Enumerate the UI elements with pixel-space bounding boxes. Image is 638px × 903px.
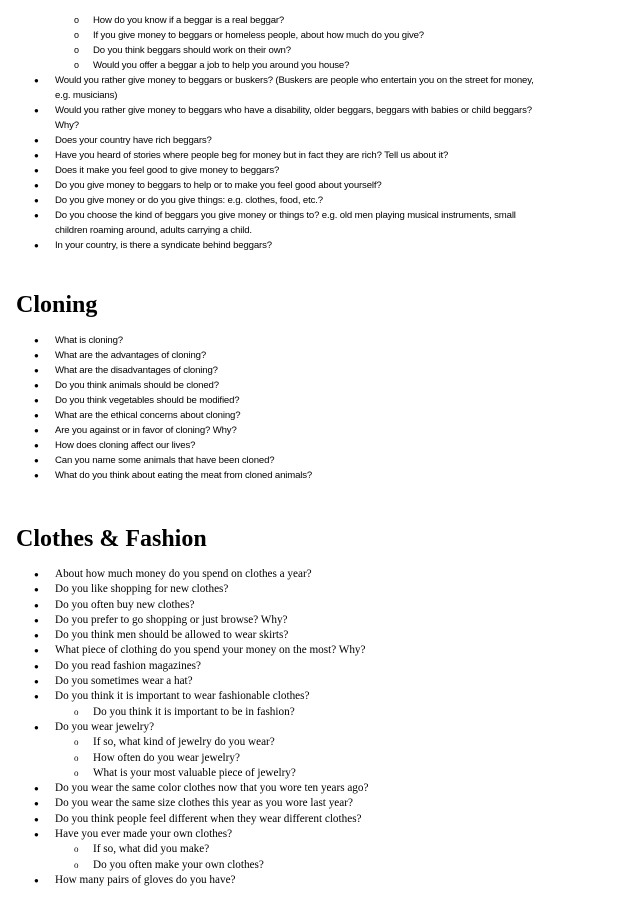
- hollow-bullet-icon: o: [74, 859, 79, 870]
- list-item: [0, 378, 638, 393]
- list-item-text: Do you give money to beggars to help or to make you feel good about yourself?: [55, 180, 382, 191]
- list-item: [0, 598, 638, 613]
- bullet-icon: ●: [34, 166, 39, 175]
- sub-list-item: [0, 28, 638, 43]
- cloning-section: [0, 333, 638, 483]
- bullet-icon: ●: [34, 661, 39, 671]
- list-item-text: How does cloning affect our lives?: [55, 440, 196, 451]
- list-item-text: Do you read fashion magazines?: [55, 659, 202, 672]
- list-item: [0, 582, 638, 597]
- list-item: [0, 812, 638, 827]
- list-item: [0, 827, 638, 842]
- bullet-icon: ●: [34, 814, 39, 824]
- list-item: [0, 628, 638, 643]
- list-item: [0, 363, 638, 378]
- list-item: [0, 468, 638, 483]
- list-item-text: Are you against or in favor of cloning? Why?: [55, 425, 237, 436]
- list-item-text: Would you offer a beggar a job to help you around you house?: [93, 60, 350, 71]
- list-item-text: Have you ever made your own clothes?: [55, 828, 233, 841]
- hollow-bullet-icon: o: [74, 737, 79, 748]
- bullet-icon: ●: [34, 106, 39, 115]
- bullet-icon: ●: [34, 211, 39, 220]
- bullet-icon: ●: [34, 456, 39, 465]
- hollow-bullet-icon: o: [74, 15, 79, 25]
- list-item-text: If so, what did you make?: [93, 843, 210, 856]
- list-item-text: How often do you wear jewelry?: [93, 751, 240, 764]
- beggars-list: [0, 13, 638, 253]
- hollow-bullet-icon: o: [74, 844, 79, 855]
- list-item-text: What are the disadvantages of cloning?: [55, 365, 218, 376]
- bullet-icon: ●: [34, 799, 39, 809]
- list-item-text: Would you rather give money to beggars who have a disability, older beggars, beggars with babies or child beggars?: [55, 105, 532, 116]
- list-item: [0, 178, 638, 193]
- list-item-text: About how much money do you spend on clothes a year?: [55, 568, 312, 580]
- list-item: [0, 423, 638, 438]
- clothes-fashion-section: [0, 567, 638, 888]
- bullet-icon: ●: [34, 351, 39, 360]
- list-item: [0, 453, 638, 468]
- list-item: [0, 73, 638, 103]
- list-item-text: Do you sometimes wear a hat?: [55, 675, 193, 688]
- list-item-text: What are the ethical concerns about cloning?: [55, 410, 241, 421]
- list-item-text: Can you name some animals that have been cloned?: [55, 455, 275, 466]
- bullet-icon: ●: [34, 830, 39, 840]
- list-item-text: Do you think animals should be cloned?: [55, 380, 219, 391]
- list-item-text: Does your country have rich beggars?: [55, 135, 212, 146]
- list-item-text-continued: children roaming around, adults carrying a child.: [55, 225, 252, 236]
- bullet-icon: ●: [34, 151, 39, 160]
- list-item: [0, 393, 638, 408]
- list-item-text: Does it make you feel good to give money to beggars?: [55, 165, 280, 176]
- bullet-icon: ●: [34, 366, 39, 375]
- bullet-icon: ●: [34, 396, 39, 405]
- list-item-text: How many pairs of gloves do you have?: [55, 873, 236, 886]
- list-item: [0, 674, 638, 689]
- list-item-text: Do you think it is important to be in fashion?: [93, 705, 295, 718]
- list-item: [0, 163, 638, 178]
- list-item-text: What piece of clothing do you spend your money on the most? Why?: [55, 644, 366, 657]
- list-item: [0, 408, 638, 423]
- list-item: [0, 643, 638, 658]
- list-item-text: Would you rather give money to beggars or buskers? (Buskers are people who entertain you on the street for money,: [55, 75, 534, 86]
- bullet-icon: ●: [34, 196, 39, 205]
- bullet-icon: ●: [34, 570, 39, 579]
- sub-list-item: [0, 751, 638, 766]
- bullet-icon: ●: [34, 441, 39, 450]
- sub-list-item: [0, 858, 638, 873]
- bullet-icon: ●: [34, 76, 39, 85]
- bullet-icon: ●: [34, 585, 39, 595]
- bullet-icon: ●: [34, 600, 39, 610]
- list-item: [0, 720, 638, 735]
- list-item: [0, 333, 638, 348]
- bullet-icon: ●: [34, 692, 39, 702]
- bullet-icon: ●: [34, 381, 39, 390]
- list-item: [0, 103, 638, 133]
- list-item-text: Do you wear the same size clothes this year as you wore last year?: [55, 797, 353, 810]
- sub-list-item: [0, 705, 638, 720]
- list-item: [0, 208, 638, 238]
- bullet-icon: ●: [34, 136, 39, 145]
- list-item-text: If you give money to beggars or homeless people, about how much do you give?: [93, 30, 424, 41]
- list-item-text: In your country, is there a syndicate behind beggars?: [55, 240, 272, 251]
- cloning-heading: Cloning: [16, 292, 98, 318]
- list-item-text-continued: e.g. musicians): [55, 90, 118, 101]
- hollow-bullet-icon: o: [74, 30, 79, 40]
- hollow-bullet-icon: o: [74, 767, 79, 778]
- list-item-text: Do you wear the same color clothes now that you wore ten years ago?: [55, 782, 369, 795]
- list-item-text: What is cloning?: [55, 335, 123, 346]
- bullet-icon: ●: [34, 615, 39, 625]
- list-item: [0, 613, 638, 628]
- list-item: [0, 567, 638, 582]
- cloning-list: [0, 333, 638, 483]
- list-item-text: Do you often make your own clothes?: [93, 858, 264, 871]
- list-item-text: Have you heard of stories where people beg for money but in fact they are rich? Tell us about it?: [55, 150, 449, 161]
- sub-list-item: [0, 58, 638, 73]
- list-item-text: What are the advantages of cloning?: [55, 350, 207, 361]
- sub-list-item: [0, 842, 638, 857]
- list-item-text-continued: Why?: [55, 120, 79, 131]
- bullet-icon: ●: [34, 241, 39, 250]
- sub-list-item: [0, 735, 638, 750]
- bullet-icon: ●: [34, 784, 39, 794]
- list-item-text: Do you often buy new clothes?: [55, 598, 195, 611]
- list-item-text: Do you think people feel different when they wear different clothes?: [55, 812, 362, 825]
- list-item-text: Do you prefer to go shopping or just browse? Why?: [55, 613, 288, 626]
- list-item-text: How do you know if a beggar is a real beggar?: [93, 15, 285, 26]
- sub-list-item: [0, 766, 638, 781]
- bullet-icon: ●: [34, 426, 39, 435]
- list-item: [0, 659, 638, 674]
- list-item-text: Do you choose the kind of beggars you give money or things to? e.g. old men playing musical instruments, small: [55, 210, 516, 221]
- bullet-icon: ●: [34, 875, 39, 885]
- bullet-icon: ●: [34, 471, 39, 480]
- list-item-text: Do you think men should be allowed to wear skirts?: [55, 629, 289, 642]
- bullet-icon: ●: [34, 181, 39, 190]
- list-item: [0, 438, 638, 453]
- hollow-bullet-icon: o: [74, 752, 79, 763]
- hollow-bullet-icon: o: [74, 45, 79, 55]
- list-item-text: Do you think beggars should work on their own?: [93, 45, 291, 56]
- bullet-icon: ●: [34, 646, 39, 656]
- clothes-fashion-heading: Clothes & Fashion: [16, 526, 207, 552]
- hollow-bullet-icon: o: [74, 706, 79, 717]
- beggars-section: [0, 13, 638, 253]
- sub-list-item: [0, 43, 638, 58]
- list-item-text: Do you give money or do you give things: e.g. clothes, food, etc.?: [55, 195, 323, 206]
- bullet-icon: ●: [34, 336, 39, 345]
- bullet-icon: ●: [34, 677, 39, 687]
- list-item: [0, 796, 638, 811]
- list-item: [0, 148, 638, 163]
- list-item: [0, 238, 638, 253]
- clothes-fashion-list: [0, 567, 638, 888]
- list-item: [0, 689, 638, 704]
- list-item: [0, 193, 638, 208]
- list-item: [0, 873, 638, 888]
- list-item: [0, 348, 638, 363]
- hollow-bullet-icon: o: [74, 60, 79, 70]
- list-item-text: Do you think it is important to wear fashionable clothes?: [55, 690, 310, 703]
- bullet-icon: ●: [34, 411, 39, 420]
- list-item-text: What do you think about eating the meat from cloned animals?: [55, 470, 313, 481]
- bullet-icon: ●: [34, 722, 39, 732]
- bullet-icon: ●: [34, 631, 39, 641]
- list-item-text: What is your most valuable piece of jewelry?: [93, 766, 296, 779]
- list-item-text: Do you think vegetables should be modified?: [55, 395, 240, 406]
- list-item: [0, 133, 638, 148]
- list-item-text: If so, what kind of jewelry do you wear?: [93, 736, 275, 749]
- list-item-text: Do you wear jewelry?: [55, 720, 155, 733]
- list-item-text: Do you like shopping for new clothes?: [55, 583, 229, 596]
- list-item: [0, 781, 638, 796]
- sub-list-item: [0, 13, 638, 28]
